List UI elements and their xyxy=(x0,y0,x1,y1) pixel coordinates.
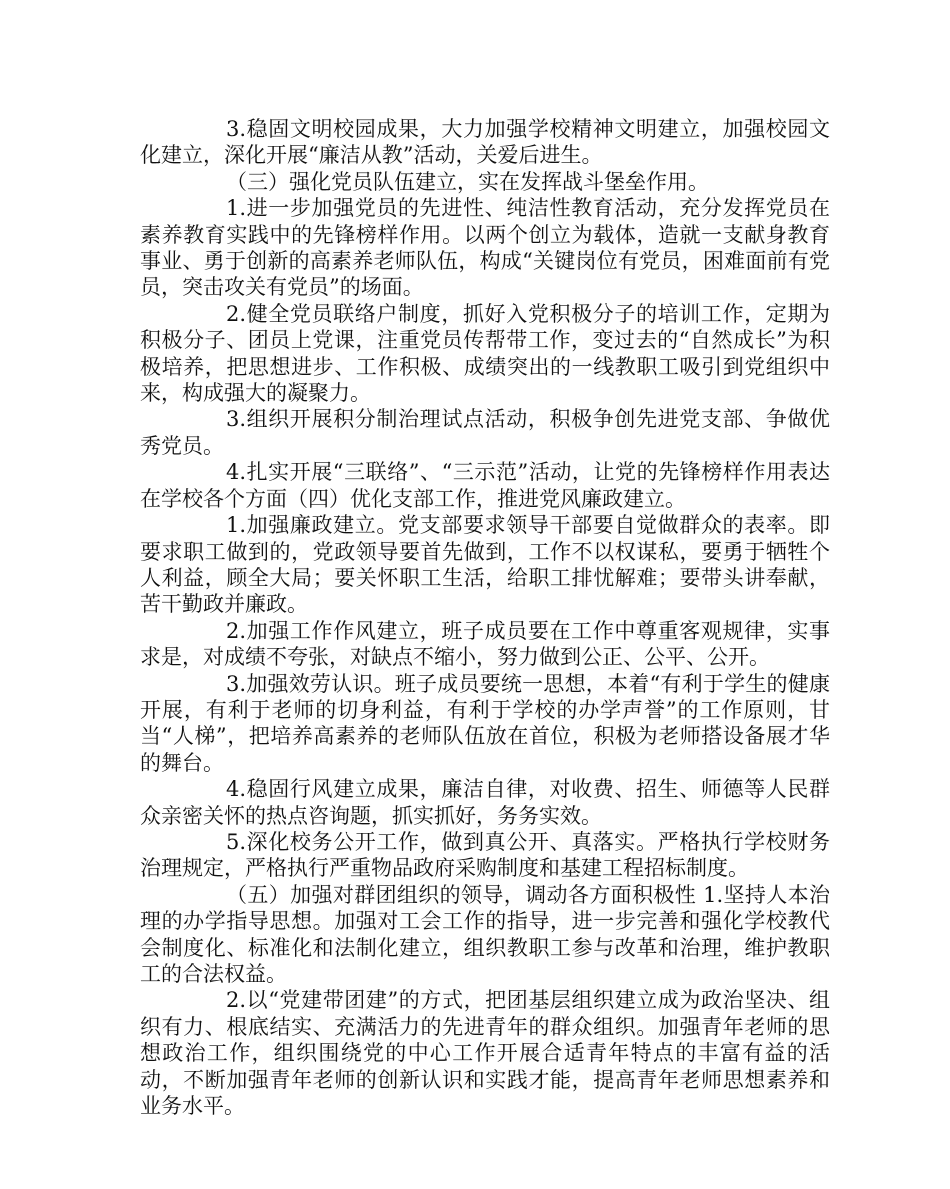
paragraph-7: 1.加强廉政建立。党支部要求领导干部要自觉做群众的表率。即要求职工做到的，党政领导要首先做到，工作不以权谋私，要勇于牺牲个人利益，顾全大局；要关怀职工生活，给职工排忧解难；要带头讲奉献，苦干勤政并廉政。 xyxy=(140,513,830,617)
paragraph-6: 4.扎实开展“三联络”、“三示范”活动，让党的先锋榜样作用表达在学校各个方面（四）优化支部工作，推进党风廉政建立。 xyxy=(140,460,830,511)
paragraph-11: 5.深化校务公开工作，做到真公开、真落实。严格执行学校财务治理规定，严格执行严重物品政府采购制度和基建工程招标制度。 xyxy=(140,829,830,881)
paragraph-1: 3.稳固文明校园成果，大力加强学校精神文明建立，加强校园文化建立，深化开展“廉洁从教”活动，关爱后进生。 xyxy=(140,117,830,168)
document-page xyxy=(140,116,830,1119)
paragraph-8: 2.加强工作作风建立，班子成员要在工作中尊重客观规律，实事求是，对成绩不夸张，对缺点不缩小，努力做到公正、公平、公开。 xyxy=(140,618,830,670)
paragraph-9: 3.加强效劳认识。班子成员要统一思想，本着“有利于学生的健康开展，有利于老师的切身利益，有利于学校的办学声誉”的工作原则，甘当“人梯”，把培养高素养的老师队伍放在首位，积极为老师搭设备展才华的舞台。 xyxy=(140,671,830,775)
paragraph-4: 2.健全党员联络户制度，抓好入党积极分子的培训工作，定期为积极分子、团员上党课，注重党员传帮带工作，变过去的“自然成长”为积极培养，把思想进步、工作积极、成绩突出的一线教职工吸引到党组织中来，构成强大的凝聚力。 xyxy=(140,301,830,406)
section-heading-5: （五）加强对群团组织的领导，调动各方面积极性 1.坚持人本治理的办学指导思想。加强对工会工作的指导，进一步完善和强化学校教代会制度化、标准化和法制化建立，组织教职工参与改革和治理，维护教职工的合法权益。 xyxy=(140,882,830,986)
paragraph-3: 1.进一步加强党员的先进性、纯洁性教育活动，充分发挥党员在素养教育实践中的先锋榜样作用。以两个创立为载体，造就一支献身教育事业、勇于创新的高素养老师队伍，构成“关键岗位有党员，困难面前有党员，突击攻关有党员”的场面。 xyxy=(140,196,830,300)
section-heading-3: （三）强化党员队伍建立，实在发挥战斗堡垒作用。 xyxy=(226,169,709,194)
paragraph-13: 2.以“党建带团建”的方式，把团基层组织建立成为政治坚决、组织有力、根底结实、充满活力的先进青年的群众组织。加强青年老师的思想政治工作，组织围绕党的中心工作开展合适青年特点的丰富有益的活动，不断加强青年老师的创新认识和实践才能，提高青年老师思想素养和业务水平。 xyxy=(140,988,830,1119)
paragraph-10: 4.稳固行风建立成果，廉洁自律，对收费、招生、师德等人民群众亲密关怀的热点咨询题，抓实抓好，务务实效。 xyxy=(140,777,830,828)
paragraph-5: 3.组织开展积分制治理试点活动，积极争创先进党支部、争做优秀党员。 xyxy=(140,407,830,458)
